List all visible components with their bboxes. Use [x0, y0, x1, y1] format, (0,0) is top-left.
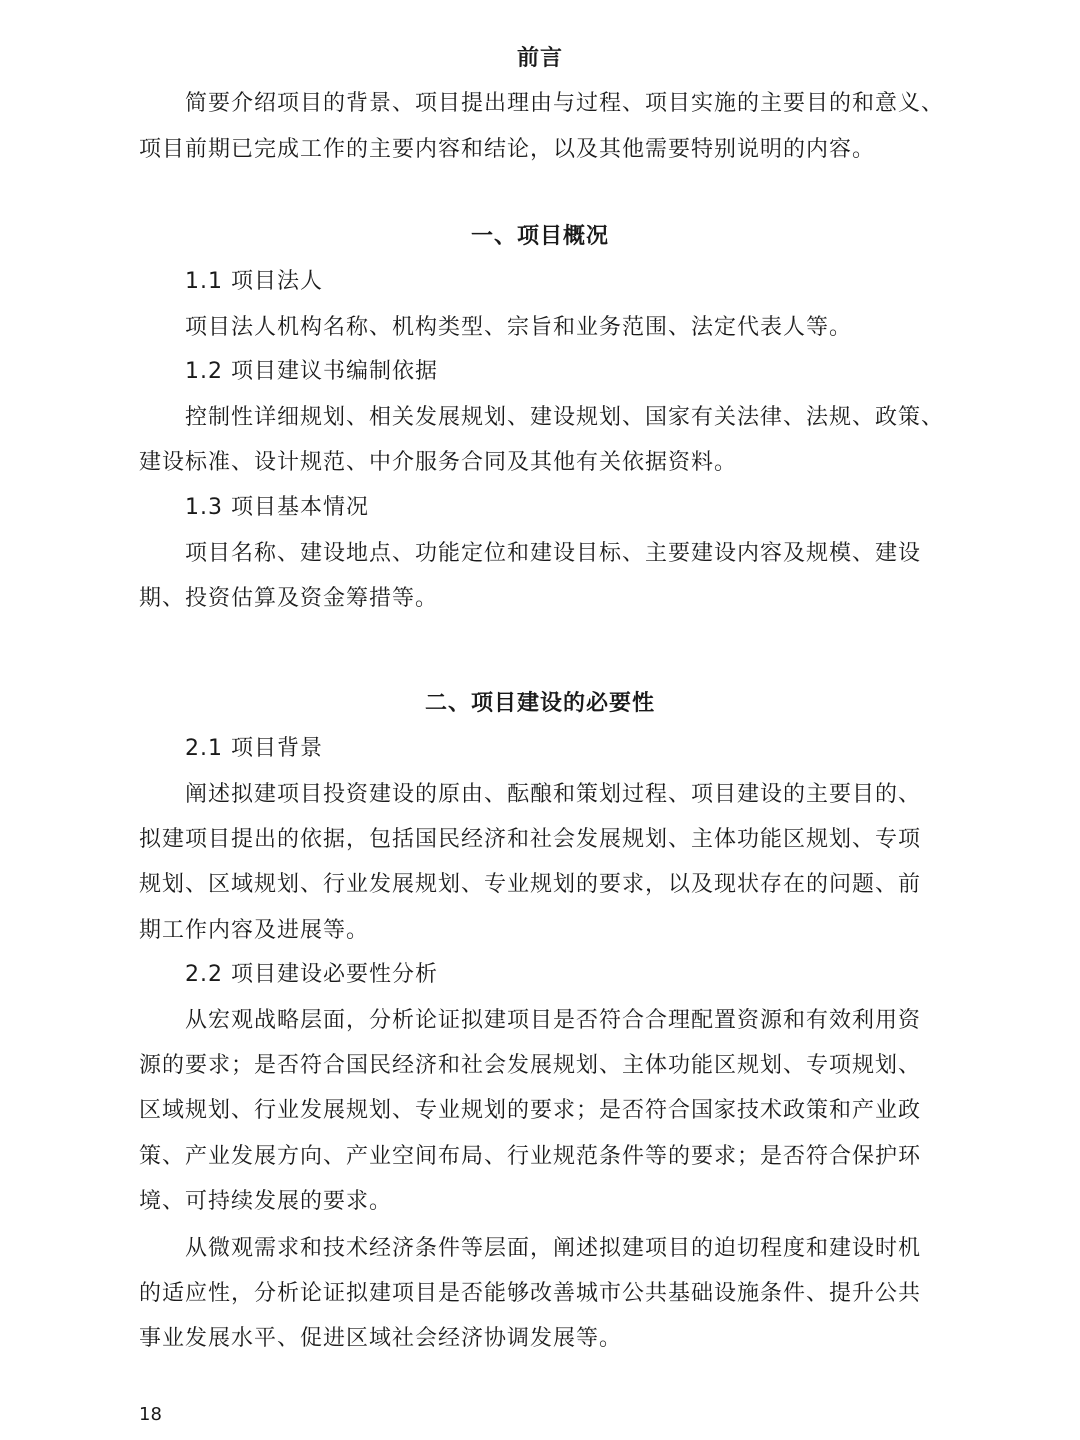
paragraph-line: 从宏观战略层面，分析论证拟建项目是否符合合理配置资源和有效利用资 [185, 1008, 922, 1033]
page-number: 18 [139, 1404, 162, 1425]
preface-line: 项目前期已完成工作的主要内容和结论，以及其他需要特别说明的内容。 [139, 137, 876, 162]
subsection-heading-1-2: 1.2 项目建议书编制依据 [185, 359, 438, 384]
paragraph-line: 拟建项目提出的依据，包括国民经济和社会发展规划、主体功能区规划、专项 [139, 827, 922, 852]
subsection-heading-1-3: 1.3 项目基本情况 [185, 495, 369, 520]
preface-title: 前言 [516, 46, 563, 71]
section1-title: 一、项目概况 [470, 224, 609, 249]
section2-title: 二、项目建设的必要性 [424, 691, 655, 716]
paragraph-line: 建设标准、设计规范、中介服务合同及其他有关依据资料。 [139, 450, 738, 475]
subsection-heading-2-1: 2.1 项目背景 [185, 736, 323, 761]
subsection-heading-1-1: 1.1 项目法人 [185, 269, 323, 294]
paragraph-line: 境、可持续发展的要求。 [139, 1189, 393, 1214]
paragraph-line: 的适应性，分析论证拟建项目是否能够改善城市公共基础设施条件、提升公共 [139, 1281, 922, 1306]
paragraph-line: 项目名称、建设地点、功能定位和建设目标、主要建设内容及规模、建设 [185, 541, 922, 566]
paragraph-line: 期、投资估算及资金筹措等。 [139, 586, 439, 611]
paragraph-line: 控制性详细规划、相关发展规划、建设规划、国家有关法律、法规、政策、 [185, 405, 945, 430]
paragraph-line: 从微观需求和技术经济条件等层面，阐述拟建项目的迫切程度和建设时机 [185, 1236, 922, 1261]
subsection-heading-2-2: 2.2 项目建设必要性分析 [185, 962, 438, 987]
paragraph-line: 源的要求；是否符合国民经济和社会发展规划、主体功能区规划、专项规划、 [139, 1053, 922, 1078]
paragraph-line: 策、产业发展方向、产业空间布局、行业规范条件等的要求；是否符合保护环 [139, 1144, 922, 1169]
paragraph-line: 阐述拟建项目投资建设的原由、酝酿和策划过程、项目建设的主要目的、 [185, 782, 922, 807]
paragraph-line: 事业发展水平、促进区域社会经济协调发展等。 [139, 1326, 623, 1351]
paragraph-line: 规划、区域规划、行业发展规划、专业规划的要求，以及现状存在的问题、前 [139, 872, 922, 897]
preface-line: 简要介绍项目的背景、项目提出理由与过程、项目实施的主要目的和意义、 [185, 91, 945, 116]
paragraph-line: 期工作内容及进展等。 [139, 918, 370, 943]
paragraph-line: 区域规划、行业发展规划、专业规划的要求；是否符合国家技术政策和产业政 [139, 1098, 922, 1123]
paragraph-line: 项目法人机构名称、机构类型、宗旨和业务范围、法定代表人等。 [185, 315, 853, 340]
